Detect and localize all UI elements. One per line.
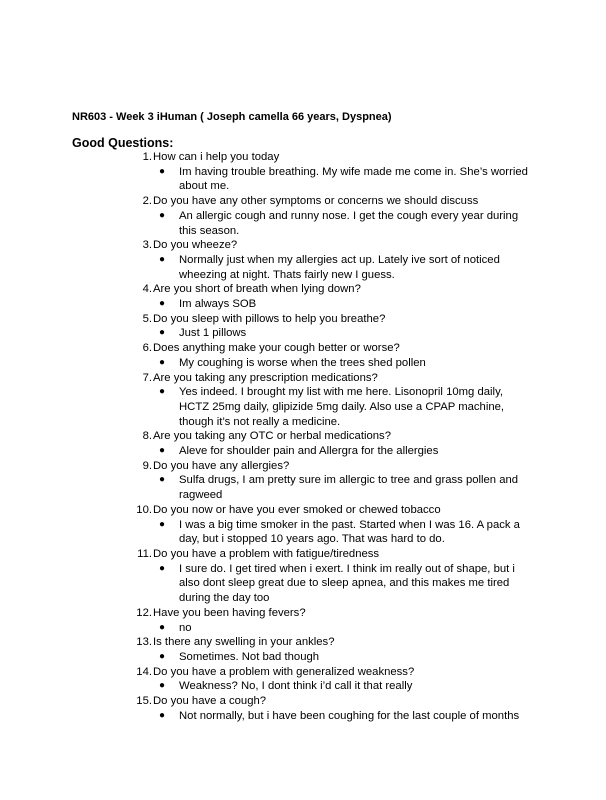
answer-line	[0, 473, 535, 502]
answer-text: My coughing is worse when the trees shed pollen	[179, 356, 426, 369]
answer-text: Not normally, but i have been coughing for the last couple of months	[179, 709, 520, 722]
answer-text: Im having trouble breathing. My wife made me come in. She’s worried about me.	[179, 165, 528, 193]
list-item	[0, 547, 606, 606]
list-item	[0, 238, 606, 282]
list-item	[0, 341, 606, 370]
question-line	[0, 312, 533, 327]
bullet-icon: ●	[159, 253, 166, 265]
question-number: 15.	[136, 695, 152, 708]
answer-text: An allergic cough and runny nose. I get the cough every year during this season.	[179, 209, 519, 237]
bullet-icon: ●	[159, 650, 166, 662]
question-line	[0, 282, 533, 297]
answer-line	[0, 356, 535, 371]
question-number: 3.	[142, 239, 152, 252]
question-list	[0, 150, 606, 723]
question-line	[0, 547, 533, 562]
bullet-icon: ●	[159, 386, 166, 398]
question-line	[0, 635, 533, 650]
bullet-icon: ●	[159, 327, 166, 339]
question-number: 10.	[136, 503, 152, 516]
answer-line	[0, 444, 535, 459]
answer-text: Im always SOB	[179, 298, 257, 311]
question-line	[0, 459, 533, 474]
question-line	[0, 665, 533, 680]
question-text: Do you have a cough?	[153, 695, 267, 708]
answer-text: no	[179, 621, 192, 634]
answer-line	[0, 709, 535, 724]
list-item	[0, 194, 606, 238]
list-item	[0, 371, 606, 430]
question-line	[0, 371, 533, 386]
answer-line	[0, 650, 535, 665]
list-item	[0, 150, 606, 194]
bullet-icon: ●	[159, 709, 166, 721]
question-number: 14.	[136, 665, 152, 678]
question-number: 1.	[142, 151, 152, 163]
question-text: Do you have a problem with fatigue/tiredness	[153, 547, 380, 560]
bullet-icon: ●	[159, 356, 166, 368]
question-text: Do you have any allergies?	[153, 459, 290, 472]
list-item	[0, 312, 606, 341]
answer-line	[0, 621, 535, 636]
bullet-icon: ●	[159, 518, 166, 530]
question-line	[0, 606, 533, 621]
answer-text: Sulfa drugs, I am pretty sure im allergic to tree and grass pollen and ragweed	[179, 474, 519, 502]
question-text: Are you taking any OTC or herbal medications?	[153, 430, 391, 443]
answer-text: Aleve for shoulder pain and Allergra for the allergies	[179, 445, 439, 458]
question-number: 7.	[142, 371, 152, 384]
answer-line	[0, 253, 535, 282]
question-line	[0, 503, 533, 518]
answer-text: Weakness? No, I dont think i’d call it that really	[179, 680, 413, 693]
list-item	[0, 665, 606, 694]
question-line	[0, 238, 533, 253]
bullet-icon: ●	[159, 474, 166, 486]
bullet-icon: ●	[159, 209, 166, 221]
answer-line	[0, 518, 535, 547]
question-number: 12.	[136, 606, 152, 619]
answer-text: Yes indeed. I brought my list with me here. Lisonopril 10mg daily, HCTZ 25mg daily, glipizide 5mg daily. Also use a CPAP machine, though it’s not really a medicine.	[179, 386, 505, 428]
question-text: Are you short of breath when lying down?	[153, 283, 361, 296]
list-item	[0, 503, 606, 547]
answer-text: I sure do. I get tired when i exert. I think im really out of shape, but i also dont sleep great due to sleep apnea, and this makes me tired during the day too	[179, 562, 515, 605]
answer-text: Sometimes. Not bad though	[179, 650, 320, 663]
question-text: Does anything make your cough better or worse?	[153, 342, 400, 355]
question-line	[0, 429, 533, 444]
bullet-icon: ●	[159, 445, 166, 457]
list-item	[0, 635, 606, 664]
list-item	[0, 429, 606, 458]
question-text: How can i help you today	[153, 151, 280, 163]
bullet-icon: ●	[159, 165, 166, 177]
question-text: Do you now or have you ever smoked or chewed tobacco	[153, 503, 441, 516]
question-number: 4.	[142, 283, 152, 296]
answer-text: Normally just when my allergies act up. Lately ive sort of noticed wheezing at night. Thats fairly new I guess.	[179, 253, 500, 281]
section-heading: Good Questions:	[72, 136, 174, 150]
question-text: Do you sleep with pillows to help you breathe?	[153, 312, 386, 325]
bullet-icon: ●	[159, 680, 166, 692]
answer-line	[0, 385, 535, 429]
bullet-icon: ●	[159, 621, 166, 633]
answer-line	[0, 562, 535, 606]
bullet-icon: ●	[159, 298, 166, 310]
answer-text: Just 1 pillows	[179, 327, 247, 340]
question-line	[0, 341, 533, 356]
question-line	[0, 694, 533, 709]
bullet-icon: ●	[159, 562, 166, 574]
answer-line	[0, 165, 535, 194]
list-item	[0, 694, 606, 723]
question-text: Are you taking any prescription medications?	[153, 371, 378, 384]
list-item	[0, 606, 606, 635]
question-text: Have you been having fevers?	[153, 606, 306, 619]
question-text: Do you have any other symptoms or concerns we should discuss	[153, 195, 479, 208]
question-number: 11.	[137, 547, 152, 560]
question-number: 5.	[142, 312, 152, 325]
answer-line	[0, 326, 535, 341]
question-number: 13.	[136, 636, 152, 649]
answer-line	[0, 209, 535, 238]
document-title: NR603 - Week 3 iHuman ( Joseph camella 66 years, Dyspnea)	[72, 111, 392, 123]
question-line	[0, 150, 533, 165]
question-text: Do you have a problem with generalized weakness?	[153, 665, 415, 678]
question-number: 2.	[142, 195, 152, 208]
question-line	[0, 194, 533, 209]
question-text: Do you wheeze?	[153, 239, 238, 252]
answer-text: I was a big time smoker in the past. Started when I was 16. A pack a day, but i stopped 10 years ago. That was hard to do.	[179, 518, 520, 546]
question-number: 9.	[142, 459, 152, 472]
list-item	[0, 459, 606, 503]
answer-line	[0, 297, 535, 312]
question-number: 6.	[142, 342, 152, 355]
answer-line	[0, 679, 535, 694]
question-text: Is there any swelling in your ankles?	[153, 636, 335, 649]
list-item	[0, 282, 606, 311]
question-number: 8.	[142, 430, 152, 443]
